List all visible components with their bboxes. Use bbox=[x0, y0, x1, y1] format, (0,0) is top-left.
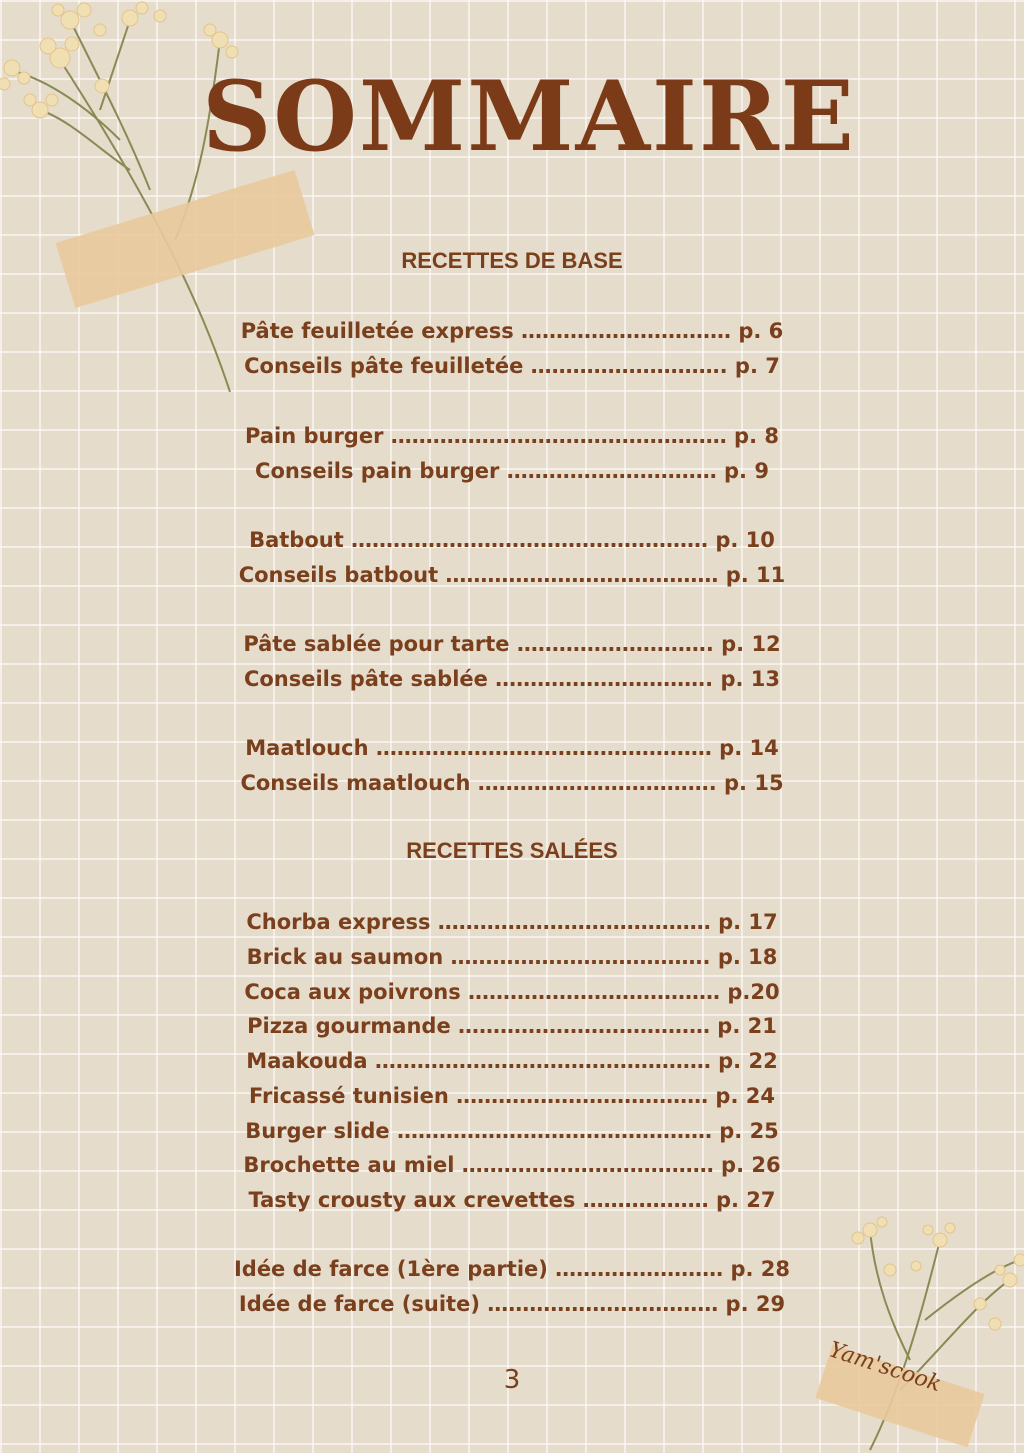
toc-entry: Idée de farce (1ère partie) …………………… p. 28 bbox=[233, 1257, 791, 1281]
toc-entry: Burger slide ……………………………………… p. 25 bbox=[245, 1119, 779, 1143]
toc-entry: Pâte sablée pour tarte ………………………. p. 12 bbox=[243, 632, 781, 656]
toc-entry: Batbout …………………………………………… p. 10 bbox=[249, 528, 775, 552]
toc-entry: Brick au saumon ………………………………. p. 18 bbox=[246, 945, 778, 969]
toc-entry: Conseils pâte feuilletée ………………………. p. 7 bbox=[244, 354, 780, 378]
toc-entry: Chorba express ………………………………… p. 17 bbox=[246, 910, 778, 934]
signature: Yam'scook bbox=[825, 1337, 945, 1398]
toc-entry: Conseils pâte sablée …………………………. p. 13 bbox=[243, 667, 781, 691]
page-number: 3 bbox=[503, 1365, 521, 1395]
toc-entry: Conseils maatlouch ……………………………. p. 15 bbox=[240, 771, 784, 795]
toc-entry: Brochette au miel ……………………………… p. 26 bbox=[243, 1153, 781, 1177]
toc-entry: Maakouda ………………………………………… p. 22 bbox=[246, 1049, 778, 1073]
toc-entry: Idée de farce (suite) …………………………… p. 29 bbox=[238, 1292, 786, 1316]
page-title: SOMMAIRE bbox=[202, 60, 856, 173]
toc-entry: Maatlouch ………………………………………… p. 14 bbox=[245, 736, 779, 760]
section-heading-base: RECETTES DE BASE bbox=[401, 248, 623, 273]
toc-entry: Coca aux poivrons ……………………………… p.20 bbox=[244, 980, 780, 1004]
toc-entry: Pain burger ………………………………………… p. 8 bbox=[245, 424, 779, 448]
toc-entry: Tasty crousty aux crevettes ……………… p. 27 bbox=[248, 1188, 776, 1212]
toc-entry: Pâte feuilletée express ………………………… p. 6 bbox=[240, 319, 784, 343]
toc-entry: Fricassé tunisien ……………………………… p. 24 bbox=[249, 1084, 775, 1108]
section-heading-salees: RECETTES SALÉES bbox=[406, 838, 618, 863]
toc-entry: Conseils pain burger ………………………… p. 9 bbox=[255, 459, 769, 483]
toc-entry: Pizza gourmande ……………………………… p. 21 bbox=[247, 1014, 777, 1038]
toc-entry: Conseils batbout ………………………………… p. 11 bbox=[238, 563, 786, 587]
